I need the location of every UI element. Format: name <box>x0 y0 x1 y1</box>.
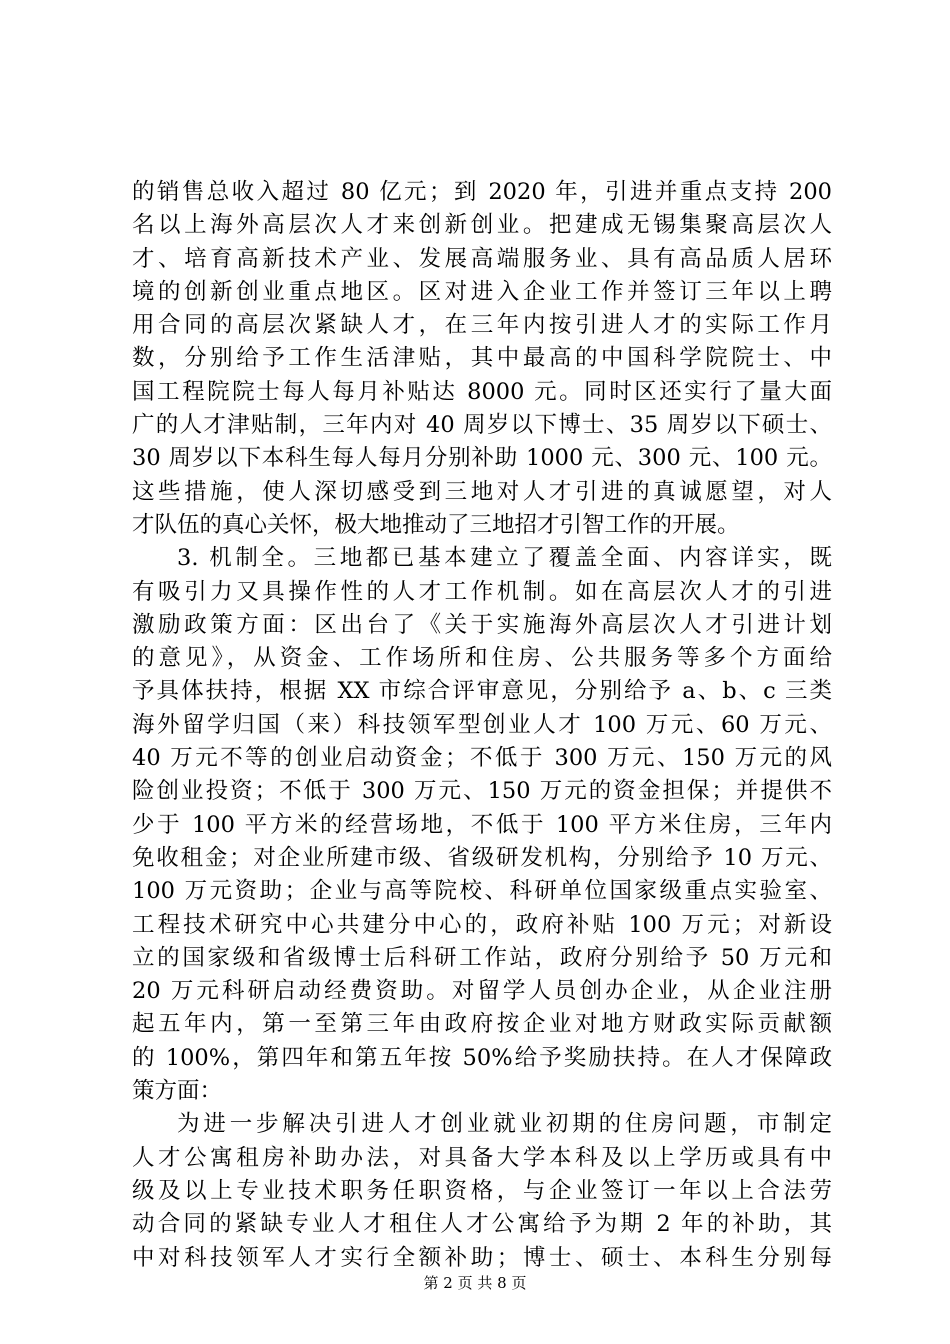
paragraph-1-line-4: 境的创新创业重点地区。区对进入企业工作并签订三年以上聘 <box>132 278 832 305</box>
paragraph-2-line-8: 险创业投资；不低于 300 万元、150 万元的资金担保；并提供不 <box>132 778 832 805</box>
paragraph-2-line-11: 100 万元资助；企业与高等院校、科研单位国家级重点实验室、 <box>132 878 832 905</box>
paragraph-1-line-1: 的销售总收入超过 80 亿元；到 2020 年，引进并重点支持 200 <box>132 179 832 205</box>
paragraph-1-line-7: 国工程院院士每人每月补贴达 8000 元。同时区还实行了量大面 <box>132 378 832 405</box>
paragraph-2-line-10: 免收租金；对企业所建市级、省级研发机构，分别给予 10 万元、 <box>132 844 832 871</box>
page-number-footer: 第 2 页 共 8 页 <box>423 1274 527 1292</box>
paragraph-3-line-5: 中对科技领军人才实行全额补助；博士、硕士、本科生分别每 <box>132 1244 832 1271</box>
paragraph-2-line-16: 的 100%，第四年和第五年按 50%给予奖励扶持。在人才保障政 <box>132 1044 832 1071</box>
paragraph-2-line-3: 激励政策方面：区出台了《关于实施海外高层次人才引进计划 <box>132 611 832 638</box>
paragraph-2-line-4: 的意见》，从资金、工作场所和住房、公共服务等多个方面给 <box>132 645 832 672</box>
paragraph-3-line-3: 级及以上专业技术职务任职资格，与企业签订一年以上合法劳 <box>132 1177 832 1204</box>
paragraph-3-line-1: 为进一步解决引进人才创业就业初期的住房问题，市制定 <box>177 1111 832 1138</box>
paragraph-2-line-1: 3. 机制全。三地都已基本建立了覆盖全面、内容详实，既 <box>177 545 832 572</box>
paragraph-2-line-7: 40 万元不等的创业启动资金；不低于 300 万元、150 万元的风 <box>132 745 832 772</box>
paragraph-2-line-5: 予具体扶持，根据 XX 市综合评审意见，分别给予 a、b、c 三类 <box>132 678 832 705</box>
paragraph-2-line-9: 少于 100 平方米的经营场地，不低于 100 平方米住房，三年内 <box>132 811 832 838</box>
paragraph-3-line-4: 动合同的紧缺专业人才租住人才公寓给予为期 2 年的补助，其 <box>132 1211 832 1238</box>
paragraph-1-line-2: 名以上海外高层次人才来创新创业。把建成无锡集聚高层次人 <box>132 212 832 239</box>
paragraph-2-line-17: 策方面： <box>132 1078 223 1105</box>
paragraph-2-line-12: 工程技术研究中心共建分中心的，政府补贴 100 万元；对新设 <box>132 911 832 938</box>
paragraph-2-line-13: 立的国家级和省级博士后科研工作站，政府分别给予 50 万元和 <box>132 944 832 971</box>
paragraph-1-line-6: 数，分别给予工作生活津贴，其中最高的中国科学院院士、中 <box>132 345 832 372</box>
paragraph-2-line-15: 起五年内，第一至第三年由政府按企业对地方财政实际贡献额 <box>132 1011 832 1038</box>
paragraph-1-line-9: 30 周岁以下本科生每人每月分别补助 1000 元、300 元、100 元。 <box>132 445 832 472</box>
paragraph-2-line-14: 20 万元科研启动经费资助。对留学人员创办企业，从企业注册 <box>132 978 832 1005</box>
paragraph-1-line-3: 才、培育高新技术产业、发展高端服务业、具有高品质人居环 <box>132 245 832 272</box>
paragraph-1-line-5: 用合同的高层次紧缺人才，在三年内按引进人才的实际工作月 <box>132 312 832 339</box>
document-body <box>132 176 832 1275</box>
paragraph-1-line-8: 广的人才津贴制，三年内对 40 周岁以下博士、35 周岁以下硕士、 <box>132 412 832 439</box>
paragraph-1-line-11: 才队伍的真心关怀，极大地推动了三地招才引智工作的开展。 <box>132 511 740 538</box>
paragraph-2-line-6: 海外留学归国（来）科技领军型创业人才 100 万元、60 万元、 <box>132 711 832 738</box>
paragraph-3-line-2: 人才公寓租房补助办法，对具备大学本科及以上学历或具有中 <box>132 1144 832 1171</box>
paragraph-1-line-10: 这些措施，使人深切感受到三地对人才引进的真诚愿望，对人 <box>132 478 832 505</box>
paragraph-2-line-2: 有吸引力又具操作性的人才工作机制。如在高层次人才的引进 <box>132 578 832 605</box>
